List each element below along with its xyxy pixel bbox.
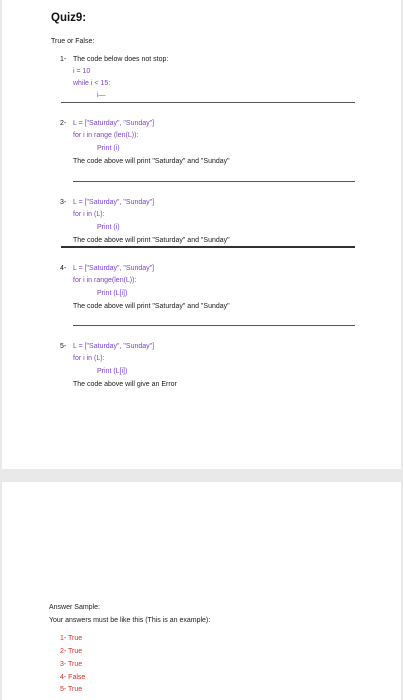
instructions: True or False: [51, 38, 95, 45]
answer-sample-page [2, 482, 401, 700]
answer-sample-heading: Answer Sample: [49, 604, 100, 611]
code-line: Print (i) [97, 145, 120, 152]
question-number: 5- [60, 343, 67, 350]
code-line: Print (L[i]) [97, 368, 128, 375]
question-statement: The code above will give an Error [73, 381, 177, 388]
code-line: Print (L[i]) [97, 290, 128, 297]
question-statement: The code above will print "Saturday" and "Sunday" [73, 303, 230, 310]
code-line: L = ["Saturday", "Sunday"] [73, 199, 155, 206]
code-line: for i in range(len(L)): [73, 277, 137, 284]
question-statement: The code below does not stop: [73, 56, 169, 63]
code-line: for i in (L): [73, 211, 105, 218]
code-line: Print (i) [97, 224, 120, 231]
sample-answer: 2- True [60, 648, 83, 655]
code-line: for i in (L): [73, 355, 105, 362]
code-line: i = 10 [73, 68, 91, 75]
question-statement: The code above will print "Saturday" and "Sunday" [73, 158, 230, 165]
answer-sample-note: Your answers must be like this (This is an example): [49, 617, 211, 624]
quiz-page [2, 0, 401, 469]
code-line: for i in range (len(L)): [73, 132, 139, 139]
sample-answer: 4- False [60, 674, 86, 681]
quiz-title: Quiz9: [51, 12, 87, 24]
answer-line [61, 102, 355, 103]
answer-line [61, 246, 355, 248]
sample-answer: 1- True [60, 635, 83, 642]
code-line: L = ["Saturday", "Sunday"] [73, 265, 155, 272]
sample-answer: 3- True [60, 661, 83, 668]
question-number: 1- [60, 56, 67, 63]
question-number: 4- [60, 265, 67, 272]
code-line: i— [97, 92, 106, 99]
answer-line [73, 181, 355, 182]
sample-answer: 5- True [60, 686, 83, 693]
question-number: 3- [60, 199, 67, 206]
code-line: L = ["Saturday", "Sunday"] [73, 343, 155, 350]
code-line: while i < 15: [73, 80, 111, 87]
question-number: 2- [60, 120, 67, 127]
answer-line [73, 325, 355, 326]
question-statement: The code above will print "Saturday" and "Sunday" [73, 237, 230, 244]
code-line: L = ["Saturday", "Sunday"] [73, 120, 155, 127]
